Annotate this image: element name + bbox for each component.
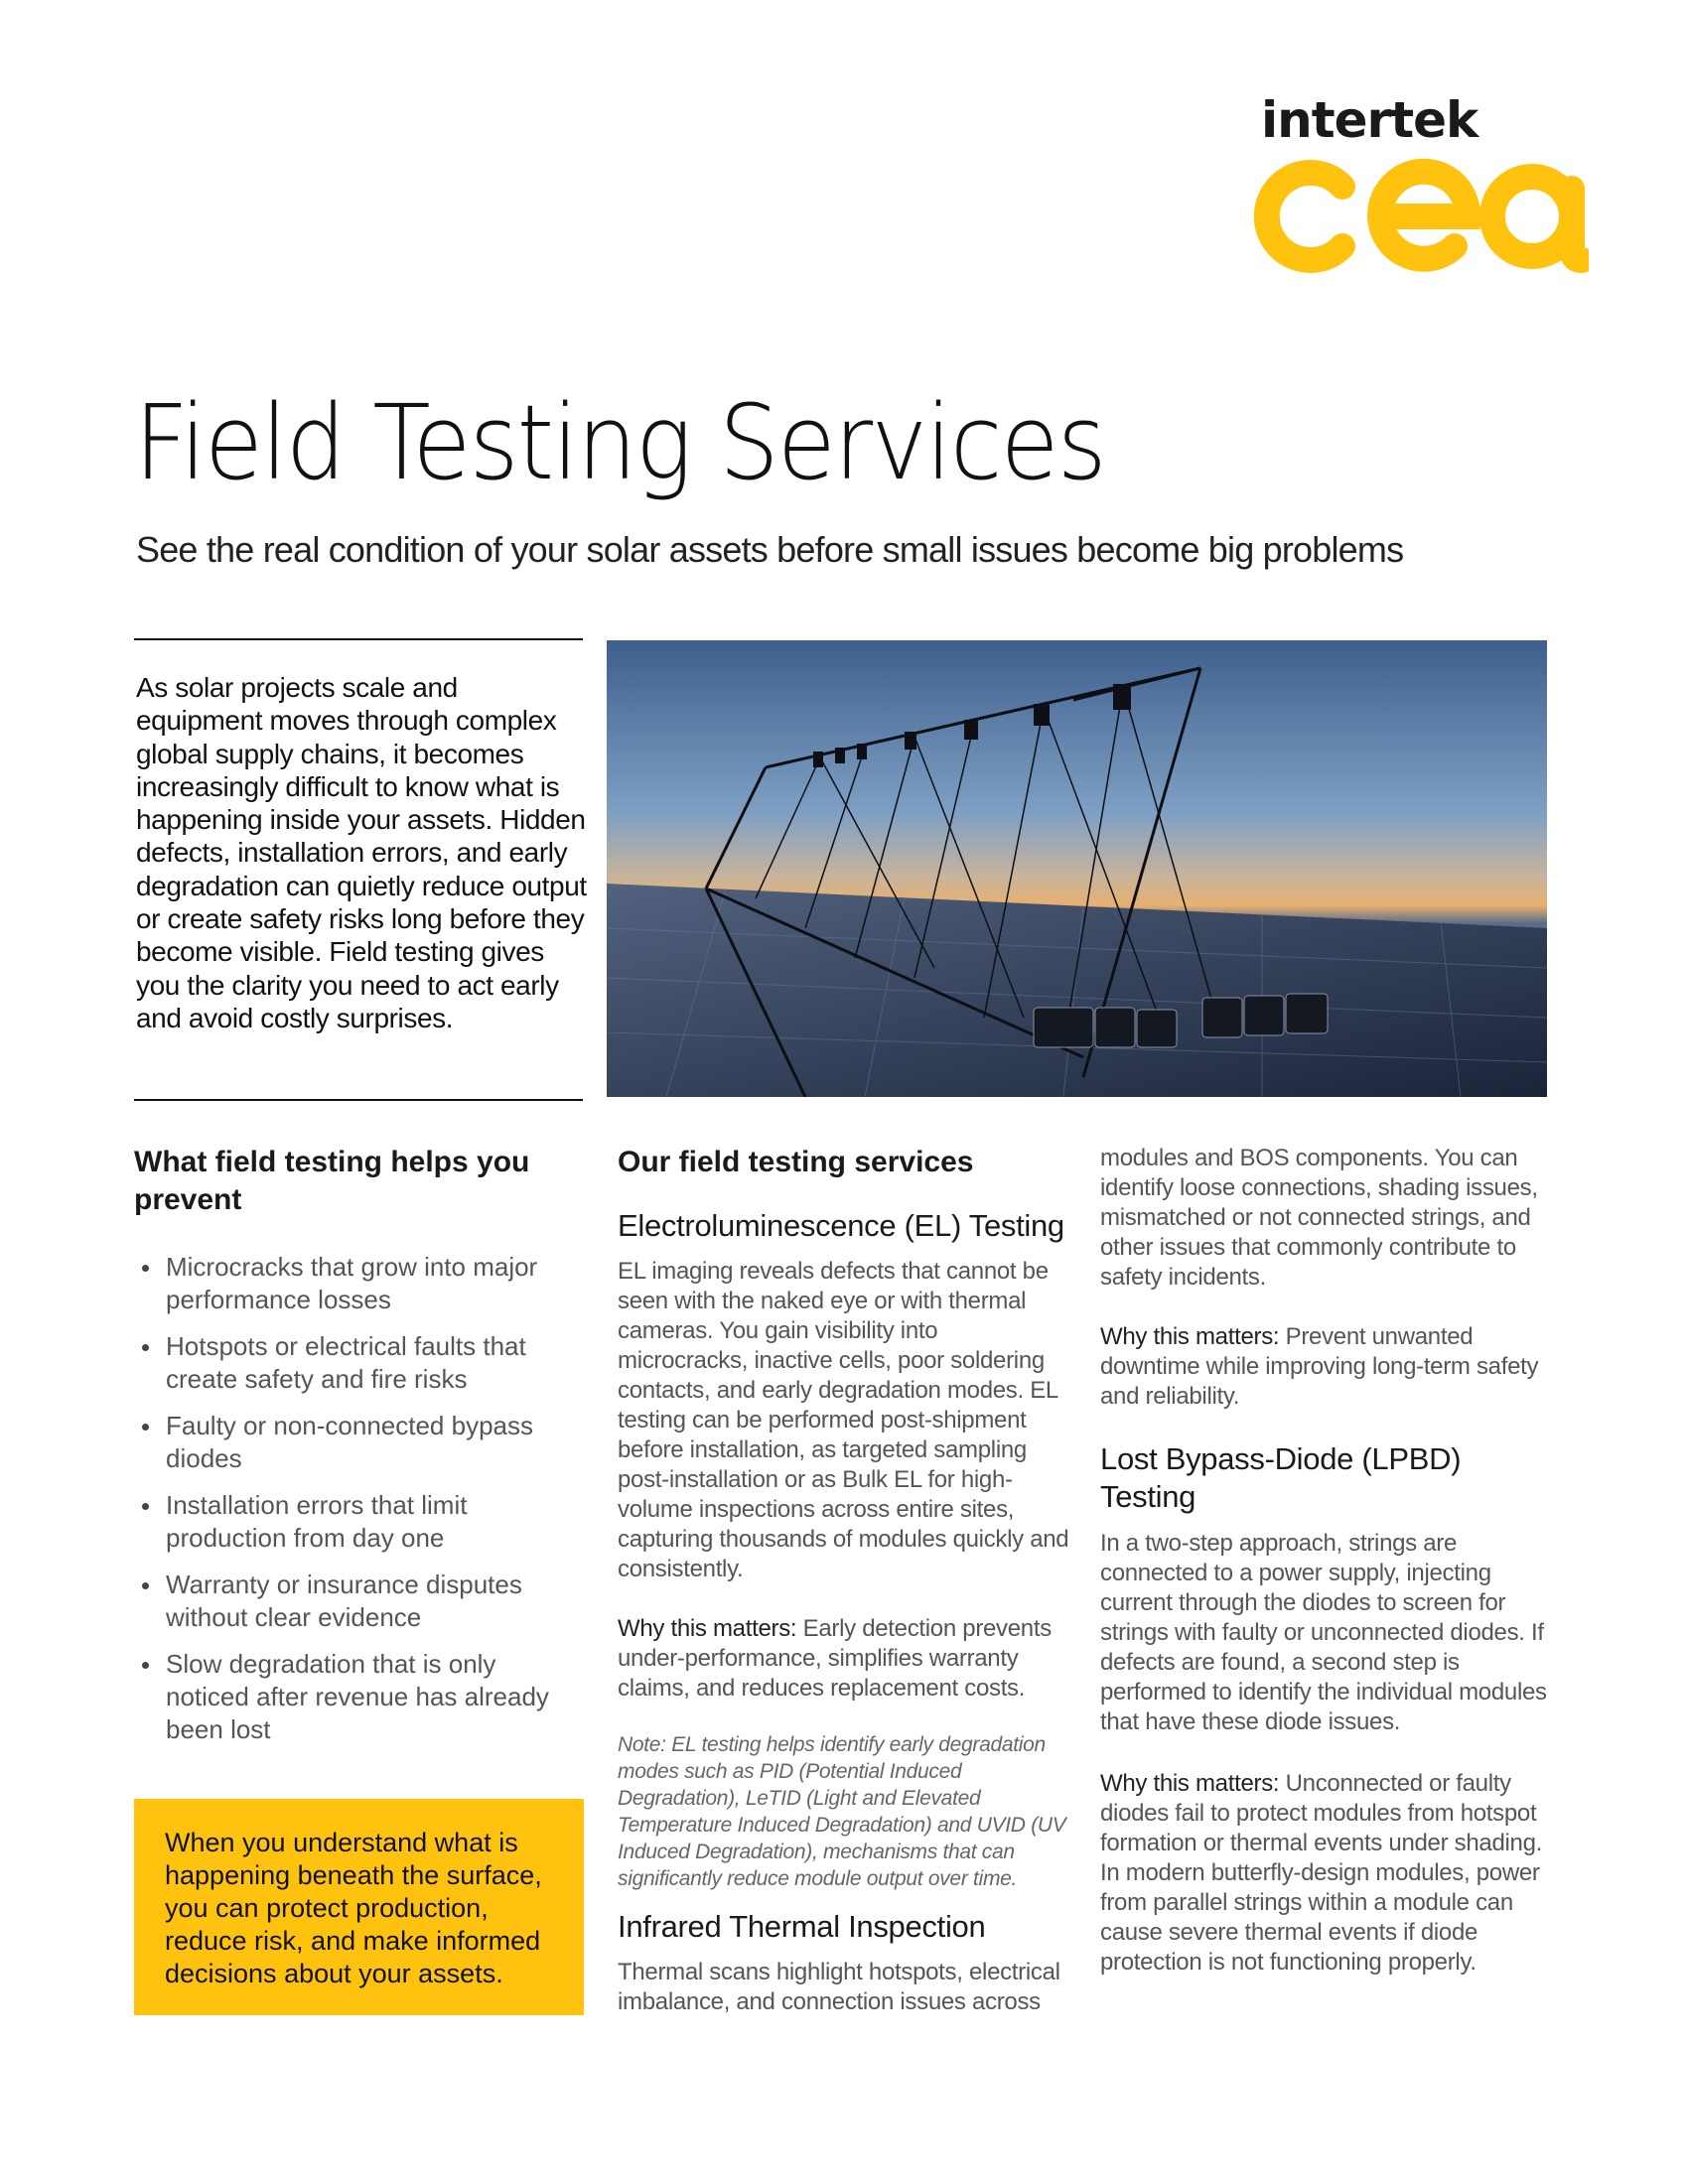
- el-testing-heading: Electroluminescence (EL) Testing: [618, 1208, 1064, 1243]
- intro-divider-bottom: [134, 1099, 583, 1101]
- intro-paragraph: As solar projects scale and equipment moves through complex global supply chains, it becomes increasingly difficult to know what is happening inside your assets. Hidden defects, installation errors, and early degradation can quietly reduce output or create safety risks long before they become visible. Field testing gives you the clarity you need to act early and avoid costly surprises.: [136, 672, 587, 1033]
- ir-inspection-body-continued: modules and BOS components. You can identify loose connections, shading issues, mismatched or not connected strings, and other issues that commonly contribute to safety incidents.: [1100, 1145, 1538, 1291]
- why-label: Why this matters:: [1100, 1323, 1280, 1350]
- callout-text: When you understand what is happening beneath the surface, you can protect production, reduce risk, and make informed decisions about your assets.: [165, 1828, 542, 1988]
- solar-test-rig-photo: [607, 640, 1547, 1097]
- list-item: Hotspots or electrical faults that create safety and fire risks: [134, 1330, 586, 1396]
- why-text: Prevent unwanted downtime while improving long-term safety and reliability.: [1100, 1323, 1539, 1410]
- why-label: Why this matters:: [618, 1615, 797, 1642]
- ir-inspection-body: Thermal scans highlight hotspots, electrical imbalance, and connection issues across: [618, 1959, 1060, 2015]
- lpbd-why-this-matters: [1100, 1769, 1557, 1978]
- lpbd-testing-heading: Lost Bypass-Diode (LPBD) Testing: [1100, 1441, 1462, 1514]
- ir-inspection-heading: Infrared Thermal Inspection: [618, 1909, 986, 1944]
- ir-why-this-matters: [1100, 1322, 1557, 1412]
- lpbd-testing-body: In a two-step approach, strings are connected to a power supply, injecting current through the diodes to screen for strings with faulty or unconnected diodes. If defects are found, a second step is performed to identify the individual modules that have these diode issues.: [1100, 1530, 1547, 1735]
- list-item: Slow degradation that is only noticed after revenue has already been lost: [134, 1648, 586, 1746]
- page-subtitle: See the real condition of your solar assets before small issues become big problems: [136, 529, 1404, 570]
- why-text: Early detection prevents under-performance, simplifies warranty claims, and reduces replacement costs.: [618, 1615, 1052, 1702]
- list-item: Microcracks that grow into major performance losses: [134, 1251, 586, 1316]
- el-testing-body: EL imaging reveals defects that cannot be seen with the naked eye or with thermal cameras. You gain visibility into microcracks, inactive cells, poor soldering contacts, and early degradation modes. EL testing can be performed post-shipment before installation, as targeted sampling post-installation or as Bulk EL for high-volume inspections across entire sites, capturing thousands of modules quickly and consistently.: [618, 1258, 1069, 1582]
- page-title: Field Testing Services: [134, 382, 1105, 503]
- why-label: Why this matters:: [1100, 1770, 1280, 1797]
- prevent-list: [134, 1251, 586, 1760]
- services-heading: Our field testing services: [618, 1146, 974, 1178]
- el-why-this-matters: [618, 1614, 1072, 1704]
- list-item: Warranty or insurance disputes without clear evidence: [134, 1569, 586, 1634]
- prevent-heading: What field testing helps you prevent: [134, 1146, 530, 1216]
- intertek-logo-text: intertek: [1261, 91, 1478, 149]
- cea-logo: [1251, 149, 1589, 278]
- list-item: Installation errors that limit production from day one: [134, 1489, 586, 1555]
- why-text: Unconnected or faulty diodes fail to protect modules from hotspot formation or thermal events under shading. In modern butterfly-design modules, power from parallel strings within a module can cause severe thermal events if diode protection is not functioning properly.: [1100, 1770, 1542, 1976]
- list-item: Faulty or non-connected bypass diodes: [134, 1410, 586, 1475]
- callout-box: [134, 1799, 584, 2015]
- el-testing-note: Note: EL testing helps identify early degradation modes such as PID (Potential Induced Degradation), LeTID (Light and Elevated Temperature Induced Degradation) and UVID (UV Induced Degradation), mechanisms that can significantly reduce module output over time.: [618, 1733, 1066, 1890]
- intro-divider-top: [134, 638, 583, 640]
